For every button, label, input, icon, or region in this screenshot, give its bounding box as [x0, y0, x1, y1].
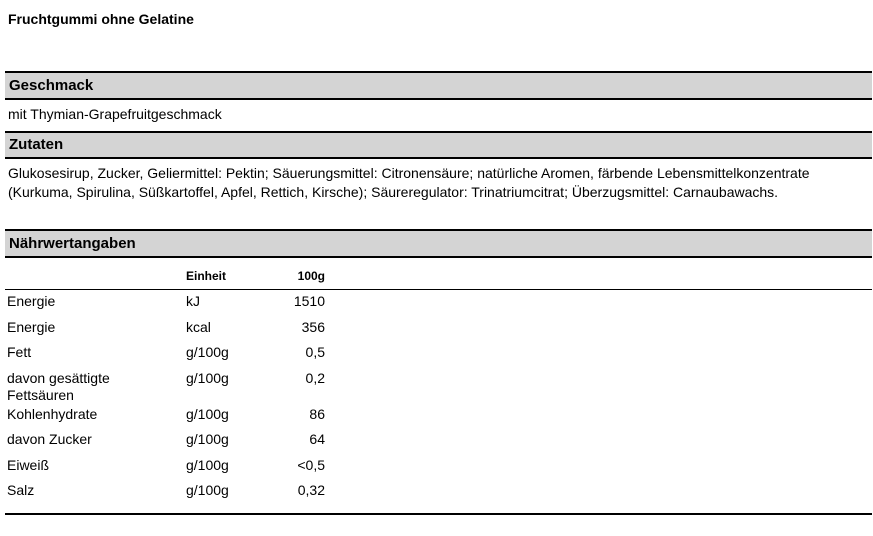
nutrient-value: 86	[309, 405, 325, 422]
nutrient-name: Energie	[7, 293, 56, 309]
table-row	[5, 367, 872, 403]
nutrient-value: 64	[309, 431, 325, 447]
table-row	[5, 403, 872, 429]
table-row	[5, 479, 872, 505]
section-heading-zutaten: Zutaten	[5, 131, 872, 159]
nutrient-unit: kcal	[186, 318, 211, 335]
column-header-value: 100g	[297, 269, 325, 283]
column-header-unit: Einheit	[186, 269, 227, 283]
geschmack-text: mit Thymian-Grapefruitgeschmack	[8, 106, 222, 122]
nutrient-unit: g/100g	[186, 456, 229, 473]
nutrient-unit: g/100g	[186, 344, 229, 360]
nutrient-name: Kohlenhydrate	[7, 405, 98, 422]
nutrient-name: davon Zucker	[7, 431, 92, 447]
nutrient-unit: g/100g	[186, 369, 229, 386]
nutrient-value: 1510	[293, 293, 325, 309]
nutrient-name: davon gesättigte Fettsäuren	[7, 369, 110, 403]
section-heading-geschmack: Geschmack	[5, 71, 872, 100]
nutrient-value: <0,5	[297, 456, 325, 473]
table-row	[5, 428, 872, 454]
nutrient-value: 0,32	[297, 482, 325, 498]
document-title: Fruchtgummi ohne Gelatine	[8, 11, 194, 27]
nutrition-table-header	[5, 265, 872, 290]
nutrient-name: Salz	[7, 482, 35, 498]
nutrient-name: Eiweiß	[7, 456, 50, 473]
nutrient-unit: kJ	[186, 293, 200, 309]
table-row	[5, 341, 872, 367]
table-row	[5, 316, 872, 342]
zutaten-text: Glukosesirup, Zucker, Geliermittel: Pektin; Säuerungsmittel: Citronensäure; natürliche Aromen, färbende Lebensmittelkonzentrate (Kurkuma, Spirulina, Süßkartoffel, Apfel, Rettich, Kirsche); Säureregulator: Trinatriumcitrat; Überzugsmittel: Carnaubawachs.	[8, 165, 810, 200]
bottom-divider	[5, 513, 872, 515]
nutrient-name: Energie	[7, 318, 56, 335]
nutrient-value: 0,5	[305, 344, 325, 360]
table-row	[5, 290, 872, 316]
nutrition-table	[5, 265, 872, 505]
nutrient-value: 0,2	[305, 369, 325, 386]
nutrient-unit: g/100g	[186, 482, 229, 498]
nutrient-unit: g/100g	[186, 431, 229, 447]
table-row	[5, 454, 872, 480]
section-heading-naehrwerte: Nährwertangaben	[5, 229, 872, 258]
nutrient-unit: g/100g	[186, 405, 229, 422]
nutrient-name: Fett	[7, 344, 32, 360]
nutrient-value: 356	[301, 318, 325, 335]
